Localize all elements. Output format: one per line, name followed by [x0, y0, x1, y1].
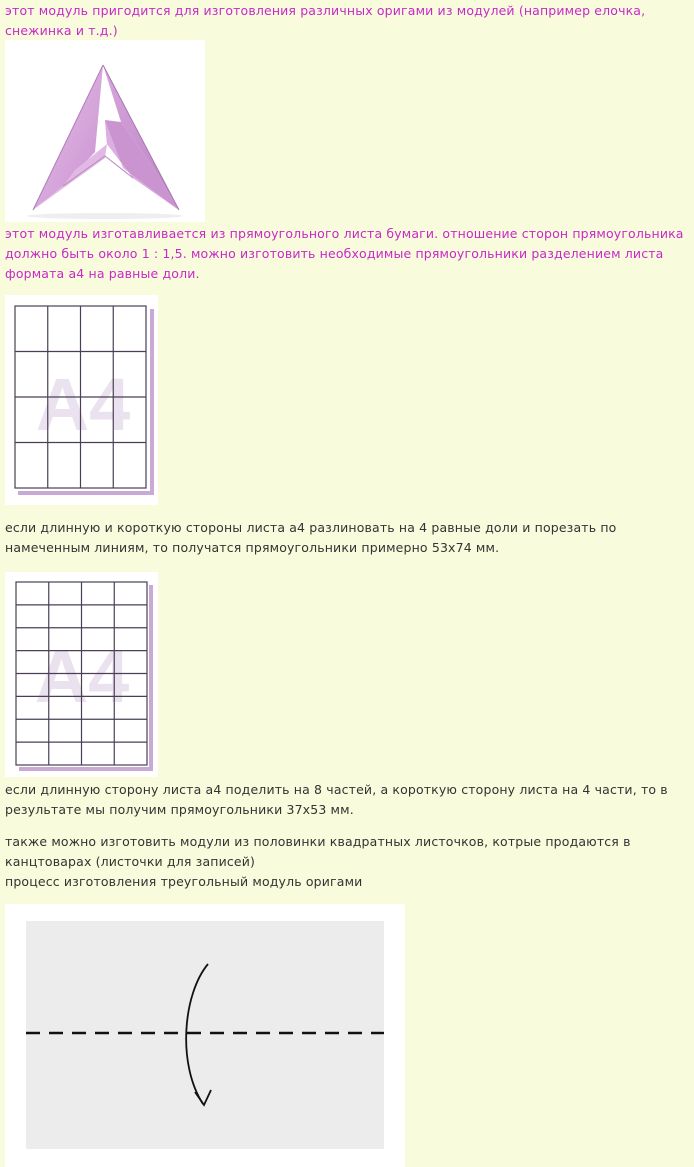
squares-text: также можно изготовить модули из половинки квадратных листочков, котрые продаются в канцтоварах (листочки для записей): [5, 834, 631, 869]
process-text: процесс изготовления треугольный модуль оригами: [5, 874, 363, 889]
a4-grid-8x4-image: [5, 572, 158, 777]
sheet-ratio-text: этот модуль изготавливается из прямоугольного листа бумаги. отношение сторон прямоугольника должно быть около 1 : 1,5. можно изготовить необходимые прямоугольники разделением листа формата а4 на равные доли.: [5, 226, 684, 281]
paper-sheet: [26, 921, 384, 1149]
module-shadow: [27, 213, 183, 219]
folding-step-image: [5, 904, 405, 1167]
a4-grid-4x4-image: [5, 295, 158, 505]
intro-text: этот модуль пригодится для изготовления различных оригами из модулей (например елочка, снежинка и т.д.): [5, 3, 646, 38]
split4-text: если длинную и короткую стороны листа а4 разлиновать на 4 равные доли и порезать по намеченным линиям, то получатся прямоугольники примерно 53х74 мм.: [5, 520, 617, 555]
grid2-watermark: A4: [34, 635, 130, 718]
grid1-watermark: A4: [35, 363, 131, 446]
split8-text: если длинную сторону листа а4 поделить на 8 частей, а короткую сторону листа на 4 части, то в результате мы получим прямоугольники 37х53 мм.: [5, 782, 668, 817]
origami-module-image: [5, 40, 205, 222]
